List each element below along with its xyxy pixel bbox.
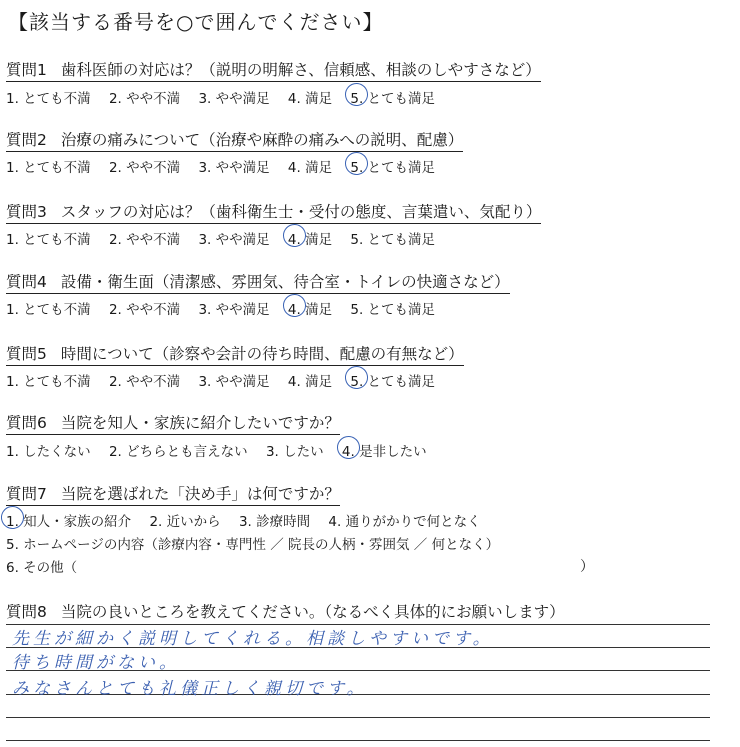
option-4[interactable]: 4. 満足: [287, 374, 333, 390]
question-1: [6, 58, 541, 82]
options-1: [6, 87, 449, 107]
option-4[interactable]: 4. 満足: [287, 160, 333, 176]
option-3[interactable]: 3. 診療時間: [238, 514, 311, 530]
question-text: 当院の良いところを教えてください。（なるべく具体的にお願いします）: [60, 603, 565, 621]
option-3[interactable]: 3. やや満足: [198, 374, 270, 390]
option-3[interactable]: 3. したい: [265, 444, 324, 460]
option-5-circled[interactable]: 5. とても満足: [350, 370, 435, 390]
options-7-row2: [6, 533, 513, 553]
option-2[interactable]: 2. どちらとも言えない: [108, 444, 248, 460]
question-text: 歯科医師の対応は？（説明の明解さ、信頼感、相談のしやすさなど）: [60, 61, 541, 79]
option-6[interactable]: 6. その他（: [6, 560, 78, 576]
options-3: [6, 228, 449, 248]
handwritten-answer-1: 先生が細かく説明してくれる。相談しやすいです。: [12, 629, 494, 649]
question-number: 質問2: [6, 131, 47, 149]
option-5-circled[interactable]: 5. とても満足: [350, 156, 435, 176]
question-7: [6, 482, 340, 506]
question-number: 質問8: [6, 603, 47, 621]
question-number: 質問4: [6, 273, 47, 291]
option-5[interactable]: 5. ホームページの内容（診療内容・専門性 ／ 院長の人柄・雰囲気 ／ 何となく）: [6, 537, 500, 553]
question-number: 質問6: [6, 414, 47, 432]
option-3[interactable]: 3. やや満足: [198, 232, 270, 248]
options-4: [6, 298, 449, 318]
answer-line: [6, 717, 710, 718]
option-1[interactable]: 1. とても不満: [6, 91, 91, 107]
question-8: [6, 600, 565, 622]
option-6-close-paren: ）: [580, 559, 594, 575]
question-5: [6, 342, 464, 366]
question-number: 質問3: [6, 203, 47, 221]
option-3[interactable]: 3. やや満足: [198, 91, 270, 107]
option-1[interactable]: 1. とても不満: [6, 232, 91, 248]
question-4: [6, 270, 510, 294]
question-number: 質問5: [6, 345, 47, 363]
question-3: [6, 200, 541, 224]
option-4[interactable]: 4. 満足: [287, 91, 333, 107]
options-5: [6, 370, 449, 390]
option-2[interactable]: 2. 近いから: [149, 514, 221, 530]
question-2: [6, 128, 463, 152]
option-5[interactable]: 5. とても満足: [350, 302, 436, 318]
option-2[interactable]: 2. やや不満: [108, 302, 181, 318]
option-5[interactable]: 5. とても満足: [350, 232, 436, 248]
options-7-row3: [6, 556, 606, 576]
option-2[interactable]: 2. やや不満: [108, 91, 181, 107]
option-2[interactable]: 2. やや不満: [108, 160, 181, 176]
question-text: 時間について（診察や会計の待ち時間、配慮の有無など）: [60, 345, 464, 363]
question-6: [6, 411, 340, 435]
option-2[interactable]: 2. やや不満: [108, 232, 181, 248]
option-1-circled[interactable]: 1. 知人・家族の紹介: [6, 510, 131, 530]
option-2[interactable]: 2. やや不満: [108, 374, 181, 390]
question-text: スタッフの対応は？（歯科衛生士・受付の態度、言葉遣い、気配り）: [60, 203, 542, 221]
option-5-circled[interactable]: 5. とても満足: [350, 87, 435, 107]
option-1[interactable]: 1. とても不満: [6, 160, 91, 176]
option-4-circled[interactable]: 4. 是非したい: [342, 440, 427, 460]
page-title: 【該当する番号を○で囲んでください】: [8, 10, 384, 34]
handwritten-answer-2: 待ち時間がない。: [12, 653, 180, 673]
answer-line: [6, 740, 710, 741]
question-number: 質問7: [6, 485, 47, 503]
option-4-circled[interactable]: 4. 満足: [288, 298, 332, 318]
option-4[interactable]: 4. 通りがかりで何となく: [328, 514, 481, 530]
option-4-circled[interactable]: 4. 満足: [288, 228, 332, 248]
question-text: 当院を選ばれた「決め手」は何ですか？: [60, 485, 340, 503]
options-7-row1: [6, 510, 495, 530]
option-3[interactable]: 3. やや満足: [198, 160, 270, 176]
option-3[interactable]: 3. やや満足: [198, 302, 270, 318]
option-1[interactable]: 1. したくない: [6, 444, 91, 460]
question-text: 当院を知人・家族に紹介したいですか？: [60, 414, 340, 432]
options-6: [6, 440, 441, 460]
question-text: 設備・衛生面（清潔感、雰囲気、待合室・トイレの快適さなど）: [60, 273, 510, 291]
option-1[interactable]: 1. とても不満: [6, 302, 91, 318]
option-1[interactable]: 1. とても不満: [6, 374, 91, 390]
handwritten-answer-3: みなさんとても礼儀正しく親切です。: [12, 679, 368, 699]
question-number: 質問1: [6, 61, 47, 79]
options-2: [6, 156, 449, 176]
question-text: 治療の痛みについて（治療や麻酔の痛みへの説明、配慮）: [60, 131, 464, 149]
